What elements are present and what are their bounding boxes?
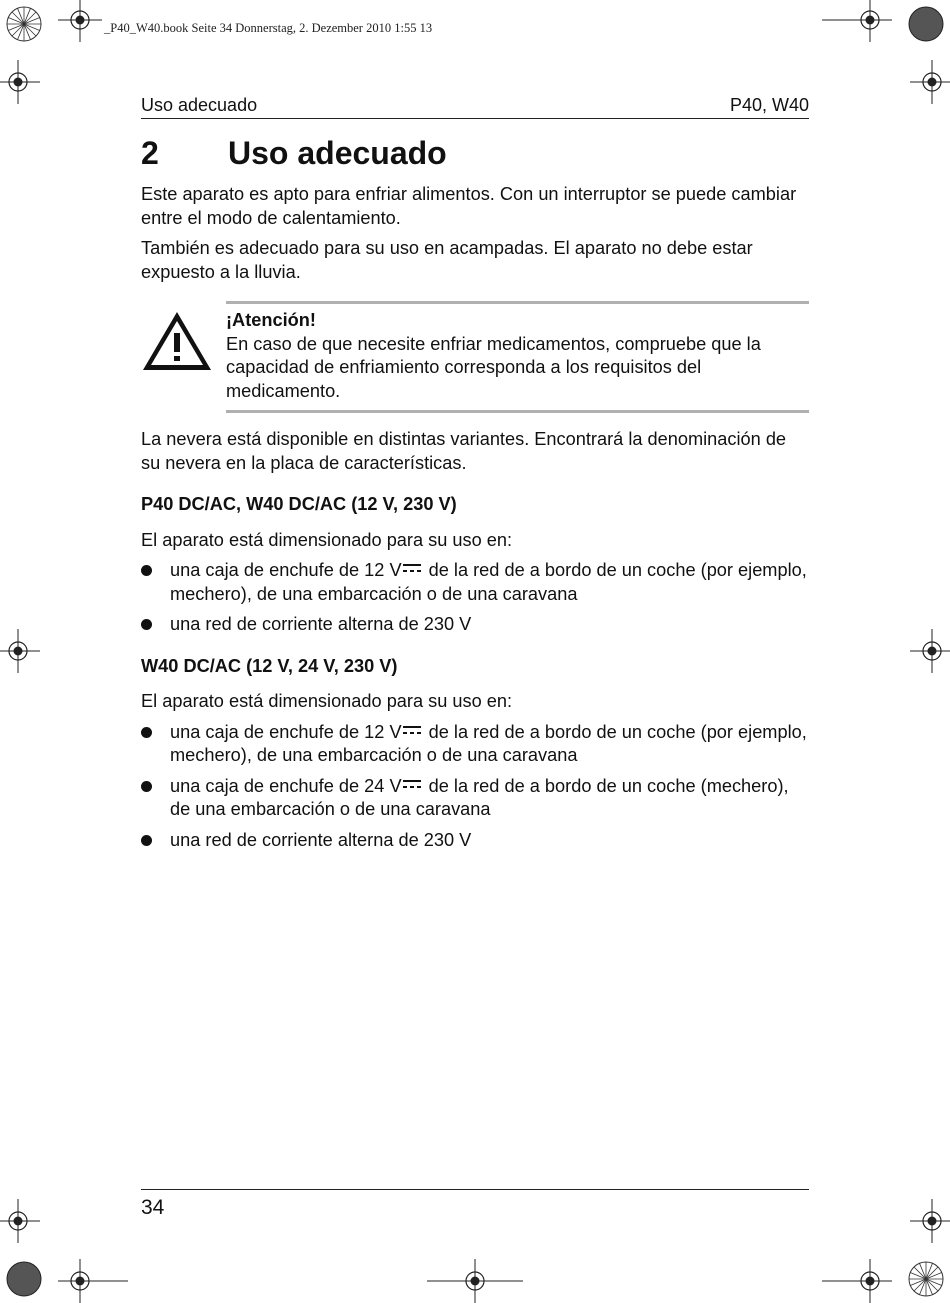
dc-symbol-icon: [403, 564, 421, 573]
list-item: [141, 721, 809, 768]
list-item-text: una caja de enchufe de 24 V: [170, 775, 402, 796]
bullet-icon: [141, 619, 152, 630]
intro-paragraph-1: Este aparato es apto para enfriar alimentos. Con un interruptor se puede cambiar entre el modo de calentamiento.: [141, 184, 797, 228]
list-item: [141, 775, 809, 822]
section-lead: El aparato está dimensionado para su uso en:: [141, 691, 513, 711]
footer-rule: [141, 1189, 809, 1190]
list-item-text-cont: de la red de a bordo de un coche (por ejemplo, mechero), de una embarcación o de una caravana: [170, 560, 807, 604]
chapter-number: 2: [141, 135, 159, 171]
list-item-text-cont: de la red de a bordo de un coche (por ejemplo, mechero), de una embarcación o de una caravana: [170, 721, 807, 765]
page-body: [141, 183, 809, 859]
running-header: [141, 94, 809, 119]
warning-title: ¡Atención!: [226, 310, 316, 330]
section-w40: [141, 655, 809, 853]
bullet-icon: [141, 727, 152, 738]
page-number: 34: [141, 1196, 165, 1219]
list-item-text: una red de corriente alterna de 230 V: [170, 829, 472, 850]
intro-paragraph-2: También es adecuado para su uso en acampadas. El aparato no debe estar expuesto a la lluvia.: [141, 238, 753, 282]
bullet-icon: [141, 835, 152, 846]
dc-symbol-icon: [403, 726, 421, 735]
section-p40: [141, 493, 809, 637]
list-item-text: una caja de enchufe de 12 V: [170, 721, 402, 742]
section-lead: El aparato está dimensionado para su uso en:: [141, 529, 513, 550]
running-header-right: P40, W40: [729, 95, 809, 115]
chapter-heading: Uso adecuado: [228, 135, 447, 171]
section-heading: P40 DC/AC, W40 DC/AC (12 V, 230 V): [141, 494, 457, 514]
list-item: [141, 829, 809, 853]
bullet-icon: [141, 781, 152, 792]
usage-list: [141, 559, 809, 637]
bullet-icon: [141, 565, 152, 576]
running-header-left: Uso adecuado: [141, 95, 258, 115]
list-item: [141, 613, 809, 637]
list-item-text: una red de corriente alterna de 230 V: [170, 614, 472, 634]
warning-triangle-icon: [141, 310, 213, 372]
chapter-title: [141, 133, 447, 173]
warning-text: En caso de que necesite enfriar medicamentos, compruebe que la capacidad de enfriamiento corresponda a los requisitos del medicamento.: [226, 333, 761, 401]
list-item-text: una caja de enchufe de 12 V: [170, 560, 402, 580]
warning-block: [141, 301, 809, 413]
print-header: _P40_W40.book Seite 34 Donnerstag, 2. Dezember 2010 1:55 13: [104, 21, 433, 35]
warning-box: [226, 301, 809, 413]
dc-symbol-icon: [403, 780, 421, 789]
variants-paragraph: La nevera está disponible en distintas variantes. Encontrará la denominación de su nevera en la placa de características.: [141, 429, 787, 473]
section-heading: W40 DC/AC (12 V, 24 V, 230 V): [141, 655, 398, 676]
list-item-text-cont: de la red de a bordo de un coche (mechero), de una embarcación o de una caravana: [170, 775, 789, 819]
usage-list: [141, 721, 809, 853]
list-item: [141, 559, 809, 606]
